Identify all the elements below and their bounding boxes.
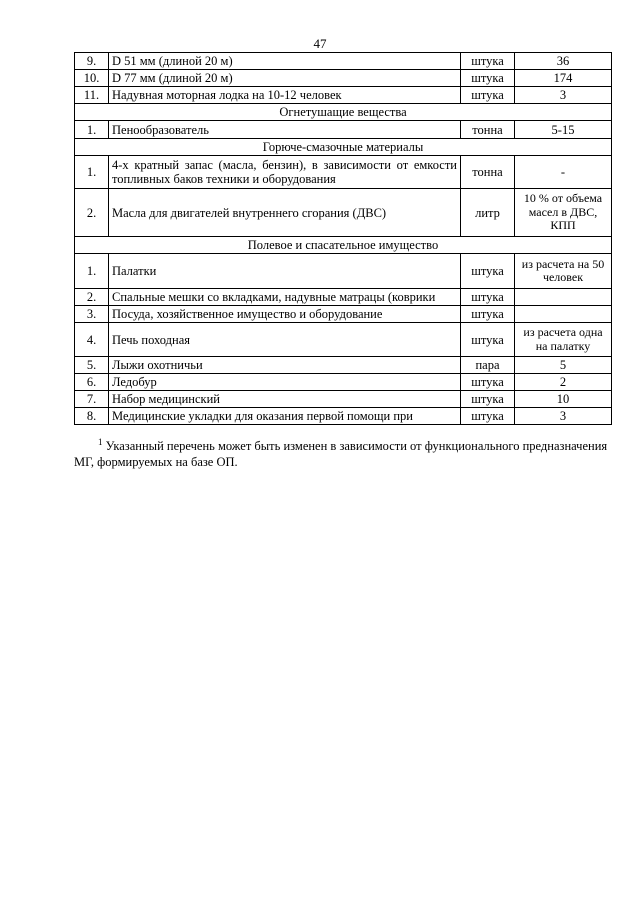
row-number: 11. [75, 87, 109, 104]
item-name: D 51 мм (длиной 20 м) [109, 53, 461, 70]
page-number: 47 [313, 36, 327, 51]
row-number: 8. [75, 408, 109, 425]
item-name: Пенообразователь [109, 121, 461, 139]
item-name: Надувная моторная лодка на 10-12 человек [109, 87, 461, 104]
section-row [75, 139, 612, 156]
row-number: 1. [75, 254, 109, 289]
table-row [75, 374, 612, 391]
row-number: 3. [75, 306, 109, 323]
item-name: Печь походная [109, 323, 461, 357]
table-row [75, 289, 612, 306]
item-name: D 77 мм (длиной 20 м) [109, 70, 461, 87]
footnote [74, 438, 614, 470]
item-name: Палатки [109, 254, 461, 289]
item-quantity: 3 [515, 87, 612, 104]
item-name: Посуда, хозяйственное имущество и оборудование [109, 306, 461, 323]
table-row [75, 323, 612, 357]
item-unit: штука [461, 254, 515, 289]
table-row [75, 254, 612, 289]
table-row [75, 156, 612, 189]
section-title: Огнетушащие вещества [75, 104, 612, 121]
item-name: Лыжи охотничьи [109, 357, 461, 374]
item-quantity [515, 289, 612, 306]
item-unit: штука [461, 87, 515, 104]
item-name: Масла для двигателей внутреннего сгорания (ДВС) [109, 189, 461, 237]
item-unit: штука [461, 289, 515, 306]
item-name: Ледобур [109, 374, 461, 391]
table-row [75, 391, 612, 408]
item-quantity: 174 [515, 70, 612, 87]
table-row [75, 408, 612, 425]
item-name: 4-х кратный запас (масла, бензин), в зависимости от емкости топливных баков техники и оборудования [109, 156, 461, 189]
item-quantity: 36 [515, 53, 612, 70]
item-quantity: 5 [515, 357, 612, 374]
item-unit: штука [461, 391, 515, 408]
item-quantity [515, 306, 612, 323]
item-name: Медицинские укладки для оказания первой помощи при [109, 408, 461, 425]
item-unit: штука [461, 70, 515, 87]
row-number: 4. [75, 323, 109, 357]
row-number: 10. [75, 70, 109, 87]
row-number: 5. [75, 357, 109, 374]
item-unit: штука [461, 374, 515, 391]
item-quantity: 10 % от объема масел в ДВС, КПП [515, 189, 612, 237]
item-quantity: 2 [515, 374, 612, 391]
item-quantity: 5-15 [515, 121, 612, 139]
row-number: 7. [75, 391, 109, 408]
section-title: Горюче-смазочные материалы [75, 139, 612, 156]
table-row [75, 70, 612, 87]
row-number: 9. [75, 53, 109, 70]
row-number: 1. [75, 121, 109, 139]
item-name: Набор медицинский [109, 391, 461, 408]
item-unit: штука [461, 53, 515, 70]
equipment-table [74, 52, 612, 425]
row-number: 2. [75, 189, 109, 237]
section-row [75, 104, 612, 121]
table-row [75, 189, 612, 237]
item-quantity: - [515, 156, 612, 189]
table-row [75, 53, 612, 70]
section-title: Полевое и спасательное имущество [75, 237, 612, 254]
item-quantity: из расчета одна на палатку [515, 323, 612, 357]
table-row [75, 306, 612, 323]
item-unit: штука [461, 408, 515, 425]
table-row [75, 121, 612, 139]
item-quantity: из расчета на 50 человек [515, 254, 612, 289]
item-unit: пара [461, 357, 515, 374]
item-unit: тонна [461, 156, 515, 189]
item-quantity: 3 [515, 408, 612, 425]
row-number: 2. [75, 289, 109, 306]
item-unit: литр [461, 189, 515, 237]
row-number: 6. [75, 374, 109, 391]
row-number: 1. [75, 156, 109, 189]
item-unit: тонна [461, 121, 515, 139]
footnote-text: Указанный перечень может быть изменен в зависимости от функционального предназначения МГ, формируемых на базе ОП. [74, 439, 608, 469]
footnote-marker: 1 [98, 437, 103, 447]
table-row [75, 357, 612, 374]
table-row [75, 87, 612, 104]
section-row [75, 237, 612, 254]
item-unit: штука [461, 323, 515, 357]
item-quantity: 10 [515, 391, 612, 408]
item-name: Спальные мешки со вкладками, надувные матрацы (коврики [109, 289, 461, 306]
item-unit: штука [461, 306, 515, 323]
